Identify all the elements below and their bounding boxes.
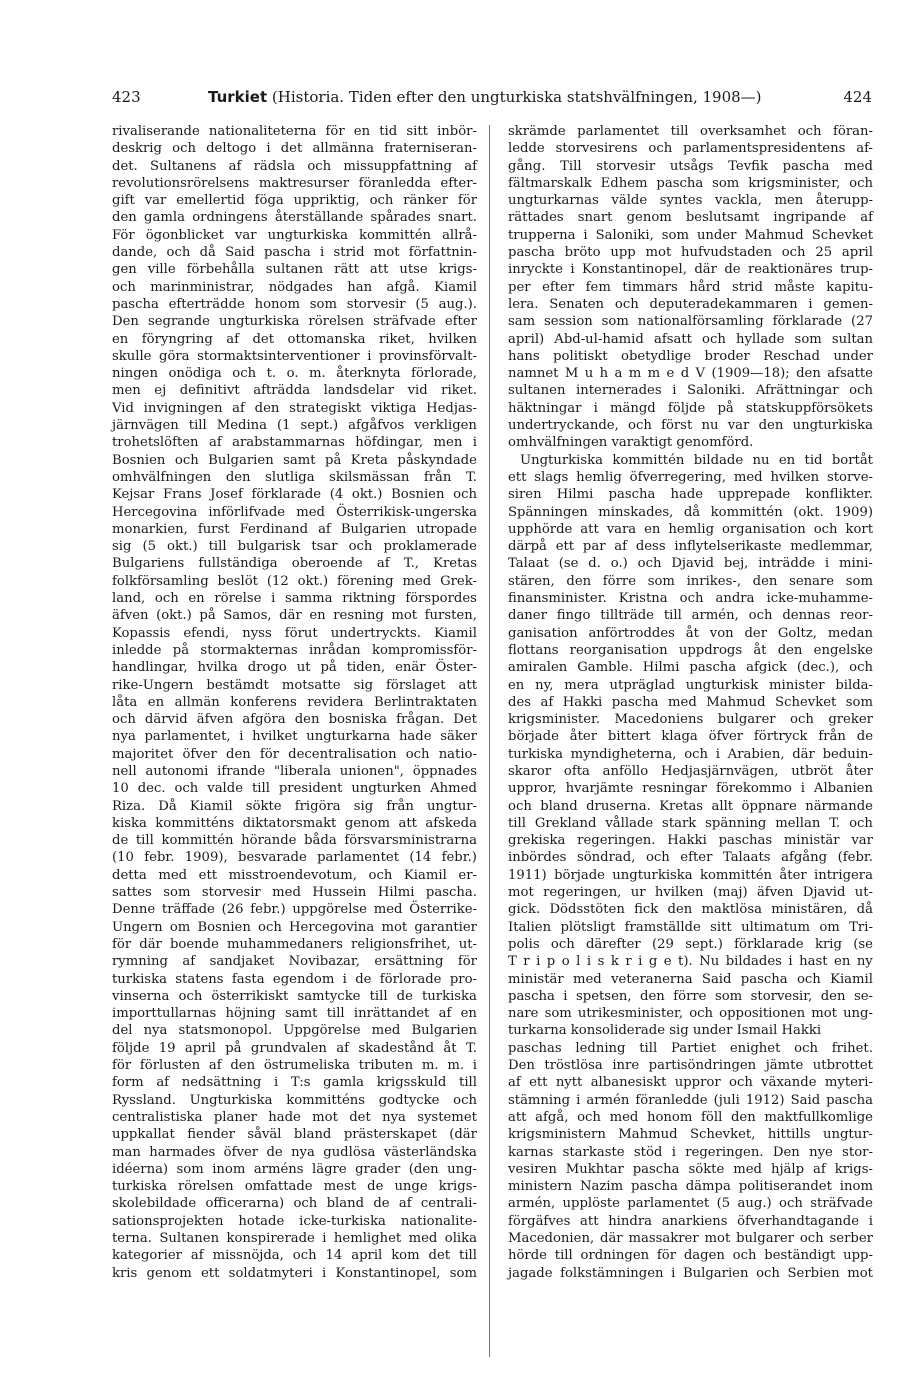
text-line: en föryngring af det ottomanska riket, hvilken — [112, 331, 477, 347]
running-title-subject: (Historia. Tiden efter den ungturkiska statshvälfningen, 1908—) — [271, 88, 762, 106]
text-line: skolebildade officerarna) och bland de af centrali- — [112, 1196, 477, 1212]
text-line: häktningar i mängd följde på statskuppförsökets — [508, 400, 873, 416]
text-line: karnas starkaste stöd i regeringen. Den nye stor- — [508, 1144, 873, 1160]
text-line: hörde till ordningen för dagen och beständigt upp- — [508, 1248, 873, 1264]
text-line: gång. Till storvesir utsågs Tevfik pascha med — [508, 158, 873, 174]
text-line: 10 dec. och valde till president ungturken Ahmed — [112, 781, 477, 797]
text-line: sam session som nationalförsamling förklarade (27 — [508, 314, 873, 330]
text-line: vinserna och österrikiskt samtycke till de turkiska — [112, 988, 477, 1004]
text-line: land, och en rörelse i samma riktning förspordes — [112, 591, 477, 607]
text-line: Den segrande ungturkiska rörelsen sträfvade efter — [112, 314, 477, 330]
text-line: stären, den förre som inrikes-, den senare som — [508, 573, 873, 589]
running-title — [208, 88, 762, 106]
text-line: dande, och då Said pascha i strid mot författnin- — [112, 245, 477, 261]
text-line: och bland druserna. Kretas allt öppnare närmande — [508, 798, 873, 814]
text-line: grekiska regeringen. Hakki paschas ministär var — [508, 833, 873, 849]
running-header — [112, 88, 872, 112]
text-line: För ögonblicket var ungturkiska kommittén allrå- — [112, 227, 477, 243]
text-line: pascha bröto upp mot hufvudstaden och 25 april — [508, 245, 873, 261]
text-line: nare som utrikesminister, och oppositionen mot ung- — [508, 1006, 873, 1022]
text-line: undertryckande, och först nu var den ungturkiska — [508, 418, 873, 434]
text-line: uppkallat fiender såväl bland prästerskapet (där — [112, 1127, 477, 1143]
text-line: del nya statsmonopol. Uppgörelse med Bulgarien — [112, 1023, 477, 1039]
text-line: Italien plötsligt framställde sitt ultimatum om Tri- — [508, 919, 873, 935]
text-line: Macedonien, där massakrer mot bulgarer och serber — [508, 1231, 873, 1246]
text-line: och marinministrar, nödgades han afgå. Kiamil — [112, 279, 477, 295]
text-line: började åter bittert klaga öfver förtryck från de — [508, 729, 873, 745]
right-text-column — [508, 123, 873, 1282]
text-line: ningen onödiga och t. o. m. återknyta förlorade, — [112, 366, 477, 382]
text-line: turkiska rörelsen omfattade mest de unge krigs- — [112, 1179, 477, 1195]
text-line: för förlusten af den östrumeliska tributen m. m. i — [112, 1058, 477, 1074]
text-line: Bosnien och Bulgarien samt på Kreta påskyndade — [112, 452, 477, 468]
text-line: daner fingo tillträde till armén, och dennas reor- — [508, 608, 873, 624]
text-line: af ett nytt albanesiskt uppror och växande myteri- — [508, 1075, 873, 1091]
text-line: sig (5 okt.) till bulgarisk tsar och proklamerade — [112, 539, 477, 555]
text-line: Ungern om Bosnien och Hercegovina mot garantier — [112, 919, 477, 935]
text-line: kategorier af missnöjda, och 14 april kom det till — [112, 1248, 477, 1264]
text-line: april) Abd-ul-hamid afsatt och hyllade som sultan — [508, 331, 873, 347]
text-line: finansminister. Kristna och andra icke-muhamme- — [508, 591, 873, 607]
text-line: rättades snart genom beslutsamt ingripande af — [508, 210, 873, 226]
text-line: omhvälfningen varaktigt genomförd. — [508, 435, 754, 451]
text-line: gift var emellertid föga uppriktig, och ränker för — [112, 193, 477, 209]
text-line: 1911) började ungturkiska kommittén åter intrigera — [508, 867, 873, 883]
text-line: ledde storvesirens och parlamentspresidentens af- — [508, 141, 873, 157]
text-line: krigsminister. Macedoniens bulgarer och greker — [508, 712, 873, 728]
text-line: inbördes söndrad, och efter Talaats afgång (febr. — [508, 850, 873, 866]
text-line: det. Sultanens af rädsla och missuppfattning af — [112, 158, 477, 174]
text-line: polis och därefter (29 sept.) förklarade krig (se — [508, 936, 873, 952]
text-line: hans politiskt obetydlige broder Reschad under — [508, 348, 873, 364]
text-line: skaror ofta anföllo Hedjasjärnvägen, utbröt åter — [508, 763, 873, 779]
text-line: äfven (okt.) på Samos, där en resning mot fursten, — [112, 608, 477, 624]
text-line: Riza. Då Kiamil sökte frigöra sig från ungtur- — [112, 798, 477, 814]
text-line: jagade folkstämningen i Bulgarien och Serbien mot — [508, 1265, 873, 1281]
text-line: ett slags hemlig öfverregering, med hvilken storve- — [508, 469, 873, 485]
text-line: monarkien, furst Ferdinand af Bulgarien utropade — [112, 521, 477, 537]
text-line: Hercegovina införlifvade med Österrikisk-ungerska — [112, 504, 477, 520]
text-line: gen ville förbehålla sultanen rätt att utse krigs- — [112, 262, 477, 278]
text-line: (10 febr. 1909), besvarade parlamentet (14 febr.) — [112, 850, 477, 866]
text-line: Den tröstlösa inre partisöndringen jämte utbrottet — [508, 1058, 873, 1074]
text-line: majoritet öfver den för decentralisation och natio- — [112, 746, 477, 762]
text-line: järnvägen till Medina (1 sept.) afgåfvos verkligen — [112, 418, 477, 434]
text-line: siren Hilmi pascha hade upprepade konflikter. — [508, 487, 873, 503]
column-divider — [489, 125, 490, 1357]
text-line: skrämde parlamentet till overksamhet och föran- — [508, 124, 873, 139]
text-line: sattes som storvesir med Hussein Hilmi pascha. — [112, 885, 477, 901]
text-line: amiralen Gamble. Hilmi pascha afgick (dec.), och — [508, 660, 873, 676]
text-line: inledde på stormakternas inrådan kompromissför- — [112, 642, 477, 658]
text-line: rike-Ungern bestämdt motsatte sig förslaget att — [112, 677, 477, 693]
page-number-right: 424 — [843, 88, 872, 106]
text-line: handlingar, hvilka drogo ut på tiden, enär Öster- — [112, 660, 477, 676]
text-line: mot regeringen, ur hvilken (maj) äfven Djavid ut- — [508, 885, 873, 901]
text-line: form af nedsättning i T:s gamla krigsskuld till — [112, 1075, 477, 1091]
text-line: men ej definitivt afträdda landsdelar vid riket. — [112, 383, 477, 399]
text-line: kris genom ett soldatmyteri i Konstantinopel, som — [112, 1265, 477, 1281]
text-line: krigsministern Mahmud Schevket, hittills ungtur- — [508, 1127, 873, 1143]
text-line: ganisation anförtroddes åt von der Goltz, medan — [508, 625, 873, 641]
text-line: rivaliserande nationaliteterna för en tid sitt inbör- — [112, 124, 477, 139]
text-line: centralistiska planer hade mot det nya systemet — [112, 1109, 477, 1125]
left-text-column — [112, 123, 477, 1282]
text-line: trohetslöften af arabstammarnas höfdingar, men i — [112, 435, 477, 451]
text-line: den gamla ordningens återställande spårades snart. — [112, 210, 477, 226]
text-line: stämning i armén föranledde (juli 1912) Said pascha — [508, 1092, 873, 1108]
text-line: ministern Nazim pascha dämpa politiserandet inom — [508, 1179, 873, 1195]
text-line: deskrig och deltogo i det allmänna fraterniseran- — [112, 141, 477, 157]
text-line: importtullarnas höjning samt till inrättandet af en — [112, 1006, 477, 1022]
text-line: inryckte i Konstantinopel, där de reaktionäres trup- — [508, 262, 873, 278]
text-line: förgäfves att hindra anarkiens öfverhandtagande i — [508, 1213, 873, 1229]
text-line: nya parlamentet, i hvilket ungturkarna hade säker — [112, 729, 477, 745]
text-line: nell autonomi ifrande "liberala unionen", öppnades — [112, 763, 477, 779]
text-line: Bulgariens fullständiga oberoende af T., Kretas — [112, 556, 477, 572]
text-line: Vid invigningen af den strategiskt viktiga Hedjas- — [112, 400, 477, 416]
text-line: till Grekland vållade stark spänning mellan T. och — [508, 815, 873, 831]
text-line: skulle göra stormaktsinterventioner i provinsförvalt- — [112, 348, 477, 364]
page-number-left: 423 — [112, 88, 141, 106]
text-line: kiska kommitténs diktatorsmakt genom att afskeda — [112, 815, 477, 831]
text-line: per efter fem timmars hård strid måste kapitu- — [508, 279, 873, 295]
text-line: sationsprojekten hotade icke-turkiska nationalite- — [112, 1213, 477, 1229]
text-line: T r i p o l i s k r i g e t). Nu bildades i hast en ny — [508, 954, 873, 970]
text-line: Talaat (se d. o.) och Djavid bej, inträdde i mini- — [508, 556, 873, 572]
text-line: upphörde att vara en hemlig organisation och kort — [508, 521, 873, 537]
text-line: och därvid äfven afgöra den bosniska frågan. Det — [112, 712, 477, 728]
text-line: uppror, hvarjämte resningar förekommo i Albanien — [508, 781, 873, 797]
text-line: Ryssland. Ungturkiska kommitténs godtycke och — [112, 1092, 477, 1108]
text-line: lera. Senaten och deputeradekammaren i gemen- — [508, 296, 873, 312]
text-line: omhvälfningen den slutliga skilsmässan från T. — [112, 469, 477, 485]
text-line: man harmades öfver de nya gudlösa västerländska — [112, 1144, 477, 1160]
text-line: sultanen internerades i Saloniki. Afrättningar och — [508, 383, 873, 399]
text-line: terna. Sultanen konspirerade i hemlighet med olika — [112, 1231, 477, 1246]
text-line: armén, upplöste parlamentet (5 aug.) och sträfvade — [508, 1196, 873, 1212]
text-line: en ny, mera utpräglad ungturkisk minister bilda- — [508, 677, 873, 693]
text-line: de till kommittén hörande båda försvarsministrarna — [112, 833, 477, 849]
text-line: des af Hakki pascha med Mahmud Schevket som — [508, 694, 873, 710]
text-line: ungturkarnas välde syntes vackla, men återupp- — [508, 193, 873, 209]
text-line: vesiren Mukhtar pascha sökte med hjälp af krigs- — [508, 1161, 873, 1177]
text-line: rymning af sandjaket Novibazar, ersättning för — [112, 954, 477, 970]
text-line: Kejsar Frans Josef förklarade (4 okt.) Bosnien och — [112, 487, 477, 503]
text-line: turkiska statens fasta egendom i de förlorade pro- — [112, 971, 477, 987]
text-line: för där boende muhammedaners religionsfrihet, ut- — [112, 936, 477, 952]
text-line: paschas ledning till Partiet enighet och frihet. — [508, 1040, 873, 1056]
text-line: namnet M u h a m m e d V (1909—18); den afsatte — [508, 366, 873, 382]
text-line: låta en allmän konferens revidera Berlintraktaten — [112, 694, 477, 710]
text-line: folkförsamling beslöt (12 okt.) förening med Grek- — [112, 573, 477, 589]
text-line: Ungturkiska kommittén bildade nu en tid bortåt — [520, 452, 873, 468]
text-line: ministär med veteranerna Said pascha och Kiamil — [508, 971, 873, 987]
text-line: följde 19 april på grundvalen af skadestånd åt T. — [112, 1040, 477, 1056]
running-title-keyword: Turkiet — [208, 88, 268, 106]
text-line: turkarna konsoliderade sig under Ismail Hakki — [508, 1023, 822, 1039]
text-line: gick. Dödsstöten fick den maktlösa ministären, då — [508, 902, 873, 918]
text-line: Kopassis efendi, nyss förut undertryckts. Kiamil — [112, 625, 477, 641]
text-line: fältmarskalk Edhem pascha som krigsminister, och — [508, 175, 873, 191]
text-line: Denne träffade (26 febr.) uppgörelse med Österrike- — [112, 902, 477, 918]
text-line: Spänningen minskades, då kommittén (okt. 1909) — [508, 504, 873, 520]
text-line: revolutionsrörelsens maktresurser föranledda efter- — [112, 175, 477, 191]
text-line: pascha efterträdde honom som storvesir (5 aug.). — [112, 296, 477, 312]
text-line: idéerna) som inom arméns lägre grader (den ung- — [112, 1161, 477, 1177]
text-line: detta med ett misstroendevotum, och Kiamil er- — [112, 867, 477, 883]
text-line: pascha i spetsen, den förre som storvesir, den se- — [508, 988, 873, 1004]
text-line: turkiska myndigheterna, och i Arabien, där beduin- — [508, 746, 873, 762]
text-line: trupperna i Saloniki, som under Mahmud Schevket — [508, 227, 873, 243]
text-line: att afgå, och med honom föll den maktfullkomlige — [508, 1109, 873, 1125]
text-line: därpå ett par af dess inflytelserikaste medlemmar, — [508, 539, 873, 555]
text-line: flottans reorganisation uppdrogs åt den engelske — [508, 642, 873, 658]
